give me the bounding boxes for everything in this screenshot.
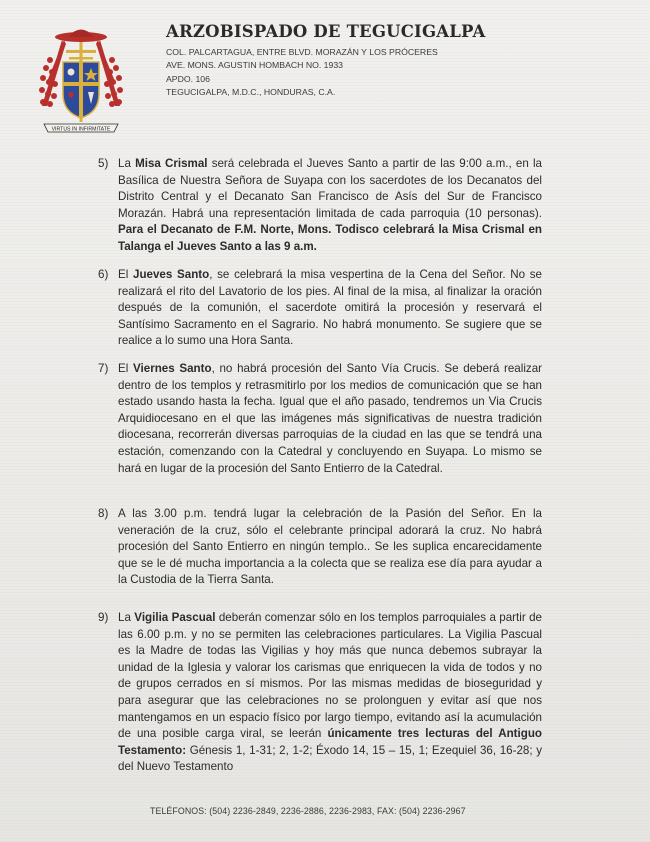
item-7 (100, 361, 542, 477)
archdiocese-title: ARZOBISPADO DE TEGUCIGALPA (166, 22, 486, 41)
bold-phrase: Para el Decanato de F.M. Norte, Mons. Todisco celebrará la Misa Crismal en Talanga el Jueves Santo a las 9 a.m. (118, 223, 542, 253)
bold-phrase: únicamente tres lecturas del Antiguo Testamento: (118, 727, 542, 757)
item-number: 6) (98, 268, 109, 281)
bold-phrase: Jueves Santo (133, 268, 210, 281)
item-9 (100, 610, 542, 776)
address-line: TEGUCIGALPA, M.D.C., HONDURAS, C.A. (166, 87, 336, 98)
item-number: 7) (98, 362, 109, 375)
item-number: 5) (98, 157, 109, 170)
archdiocese-coat-of-arms (38, 24, 124, 136)
item-text: El Viernes Santo, no habrá procesión del Santo Vía Crucis. Se deberá realizar dentro de los templos y retrasmitirlo por los medios de comunicación que se han estado usando hasta la fecha. Igual que el año pasado, tendremos un Via Crucis Arquidiocesano en el que las imágenes más significativas de nuestra tradición diocesana, recorrerán diversas parroquias de la ciudad en las que se tendrá una estación, comenzando con la Catedral y concluyendo en Suyapa. Lo mismo se hará en lugar de la procesión del Santo Entierro de la Catedral. (118, 362, 543, 475)
address-line: APDO. 106 (166, 73, 210, 84)
item-text: La Misa Crismal será celebrada el Jueves Santo a partir de las 9:00 a.m., en la Basílica de Nuestra Señora de Suyapa con los sacerdotes de los Decanatos del Distrito Central y el Decanato San Francisco de Asís del Sur de Francisco Morazán. Habrá una representación limitada de cada parroquia (10 personas). Para el Decanato de F.M. Norte, Mons. Todisco celebrará la Misa Crismal en Talanga el Jueves Santo a las 9 a.m. (118, 157, 542, 253)
bold-phrase: Viernes Santo (133, 362, 212, 375)
item-5 (100, 156, 542, 256)
bold-phrase: Vigilia Pascual (134, 611, 216, 624)
item-text: A las 3.00 p.m. tendrá lugar la celebración de la Pasión del Señor. En la veneración de la cruz, sólo el celebrante principal adorará la cruz. No habrá procesión del Santo Entierro en ningún templo.. Se les suplica encarecidamente que se le dé mucha importancia a la colecta que se realiza ese día para ayudar a la Custodia de la Tierra Santa. (118, 507, 542, 587)
item-number: 9) (98, 611, 109, 624)
item-8 (100, 506, 542, 589)
address-line: AVE. MONS. AGUSTIN HOMBACH NO. 1933 (166, 60, 344, 71)
phone-footer: TELÉFONOS: (504) 2236-2849, 2236-2886, 2236-2983, FAX: (504) 2236-2967 (150, 806, 466, 816)
item-text: El Jueves Santo, se celebrará la misa vespertina de la Cena del Señor. No se realizará el rito del Lavatorio de los pies. Al final de la misa, al finalizar la oración después de la comunión, el sacerdote omitirá la procesión y reservará el Santísimo Sacramento en el Sagrario. No habrá monumento. Se sugiere que se realice a lo sumo una Hora Santa. (118, 268, 542, 348)
item-text: La Vigilia Pascual deberán comenzar sólo en los templos parroquiales a partir de las 6.00 p.m. y no se permiten las celebraciones particulares. La Vigilia Pascual es la Madre de todas las Vigilias y hoy más que nunca debemos subrayar la unidad de la Iglesia y valorar los carismas que enriquecen la vida de todos y no de grupos cerrados en sí mismos. Por las mismas medidas de bioseguridad y para asegurar que las celebraciones no se prolonguen y evitar así que nos mantengamos en un espacio físico por largo tiempo, evitando así la acumulación de una posible carga viral, se leerán únicamente tres lecturas del Antiguo Testamento: Génesis 1, 1-31; 2, 1-2; Éxodo 14, 15 – 15, 1; Ezequiel 36, 16-28; y del Nuevo Testamento (118, 611, 542, 774)
letterhead-address (166, 46, 486, 100)
bold-phrase: Misa Crismal (135, 157, 208, 170)
svg-text:VIRTUS IN INFIRMITATE: VIRTUS IN INFIRMITATE (51, 126, 111, 133)
item-number: 8) (98, 507, 109, 520)
address-line: COL. PALCARTAGUA, ENTRE BLVD. MORAZÁN Y LOS PRÓCERES (166, 47, 438, 57)
item-6 (100, 267, 542, 350)
